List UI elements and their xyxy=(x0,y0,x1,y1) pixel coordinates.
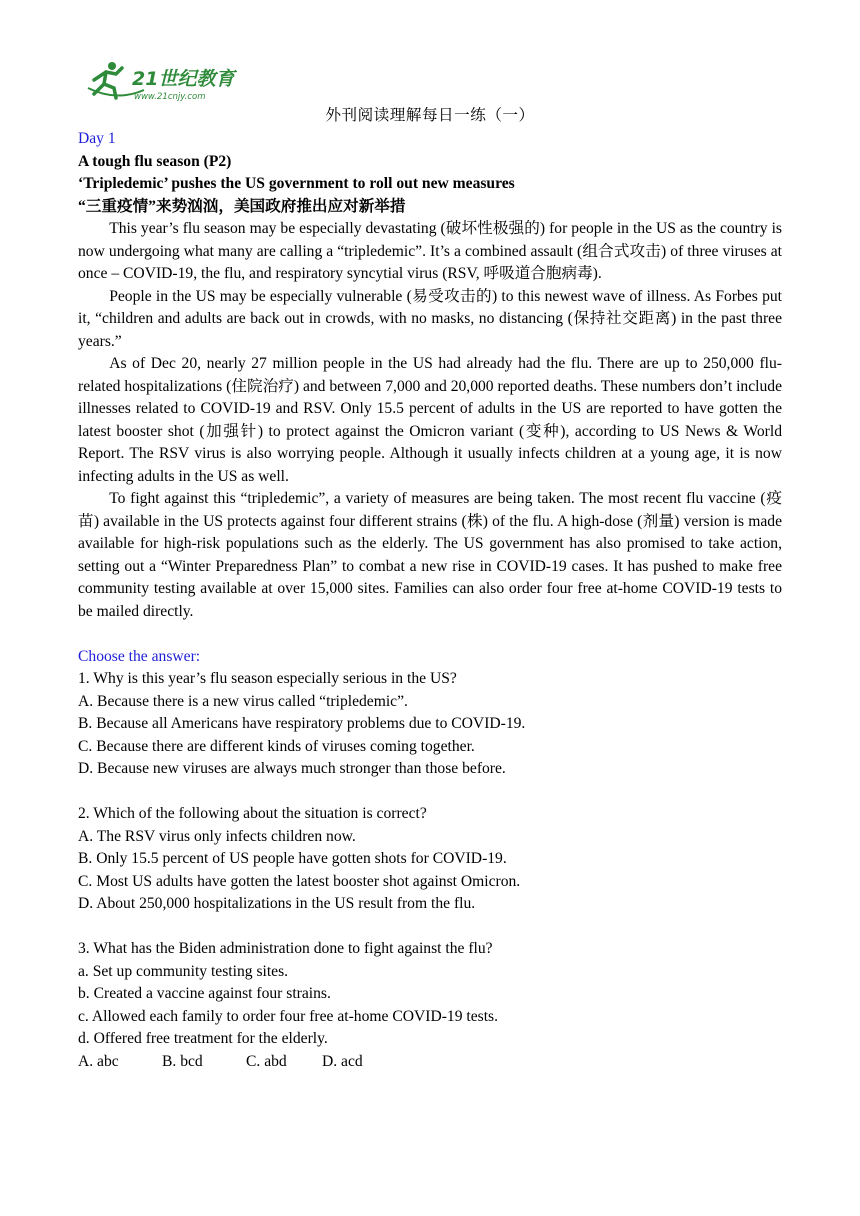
statement-option: c. Allowed each family to order four free at-home COVID-19 tests. xyxy=(78,1007,499,1025)
answer-option: C. Because there are different kinds of viruses coming together. xyxy=(78,737,475,755)
svg-text:www.21cnjy.com: www.21cnjy.com xyxy=(134,92,206,102)
answer-option: A. The RSV virus only infects children now. xyxy=(78,827,356,845)
question-1 xyxy=(78,668,782,781)
answer-option: D. About 250,000 hospitalizations in the US result from the flu. xyxy=(78,895,476,912)
answer-option: D. Because new viruses are always much stronger than those before. xyxy=(78,760,506,777)
question-stem: 2. Which of the following about the situation is correct? xyxy=(78,805,427,822)
paragraph-1: This year’s flu season may be especially devastating (破坏性极强的) for people in the US as the country is now undergoing what many are calling a “tripledemic”. It’s a combined assault (组合式攻击) of three viruses at once – COVID-19, the flu, and respiratory syncytial virus (RSV, 呼吸道合胞病毒). xyxy=(78,220,782,282)
runner-logo-icon xyxy=(86,58,256,104)
quiz-heading: Choose the answer: xyxy=(78,647,201,665)
article-subheading-zh: “三重疫情”来势汹汹，美国政府推出应对新举措 xyxy=(78,197,406,215)
day-label: Day 1 xyxy=(78,130,116,147)
article-content xyxy=(78,128,782,1073)
article-subheading-en: ‘Tripledemic’ pushes the US government to roll out new measures xyxy=(78,175,515,192)
answer-option: A. Because there is a new virus called “tripledemic”. xyxy=(78,692,408,710)
site-logo xyxy=(86,58,256,104)
statement-option: a. Set up community testing sites. xyxy=(78,962,289,980)
statement-option: b. Created a vaccine against four strains. xyxy=(78,985,331,1002)
answer-choice: C. abd xyxy=(246,1052,287,1070)
question-stem: 3. What has the Biden administration done to fight against the flu? xyxy=(78,940,493,957)
page-title: 外刊阅读理解每日一练（一） xyxy=(325,107,535,124)
statement-option: d. Offered free treatment for the elderly. xyxy=(78,1030,328,1047)
paragraph-4: To fight against this “tripledemic”, a variety of measures are being taken. The most recent flu vaccine (疫苗) available in the US protects against four different strains (株) of the flu. A high-dose (剂量) version is made available for high-risk populations such as the elderly. The US government has also promised to take action, setting out a “Winter Preparedness Plan” to combat a new rise in COVID-19 cases. It has pushed to make free community testing available at over 15,000 sites. Families can also order four free at-home COVID-19 tests to be mailed directly. xyxy=(78,490,782,620)
paragraph-3: As of Dec 20, nearly 27 million people in the US had already had the flu. There are up to 250,000 flu-related hospitalizations (住院治疗) and between 7,000 and 20,000 reported deaths. These numbers don’t include illnesses related to COVID-19 and RSV. Only 15.5 percent of adults in the US are reported to have gotten the latest booster shot (加强针) to protect against the Omicron variant (变种), according to US News & World Report. The RSV virus is also worrying people. Although it usually infects children at a young age, it is now infecting adults in the US as well. xyxy=(78,355,782,485)
question-3 xyxy=(78,938,782,1073)
answer-choice: B. bcd xyxy=(162,1052,203,1070)
answer-choice: A. abc xyxy=(78,1052,119,1070)
paragraph-2: People in the US may be especially vulnerable (易受攻击的) to this newest wave of illness. As Forbes put it, “children and adults are back out in crowds, with no masks, no distancing (保持社交距离) in the past three years.” xyxy=(78,287,782,350)
article-heading: A tough flu season (P2) xyxy=(78,152,232,170)
answer-option: C. Most US adults have gotten the latest booster shot against Omicron. xyxy=(78,872,521,890)
question-stem: 1. Why is this year’s flu season especially serious in the US? xyxy=(78,670,457,687)
answer-choices-row xyxy=(78,1051,782,1074)
answer-option: B. Only 15.5 percent of US people have gotten shots for COVID-19. xyxy=(78,850,507,867)
answer-option: B. Because all Americans have respiratory problems due to COVID-19. xyxy=(78,715,526,732)
question-2 xyxy=(78,803,782,916)
answer-choice: D. acd xyxy=(322,1052,363,1070)
svg-text:21世纪教育: 21世纪教育 xyxy=(132,68,235,90)
